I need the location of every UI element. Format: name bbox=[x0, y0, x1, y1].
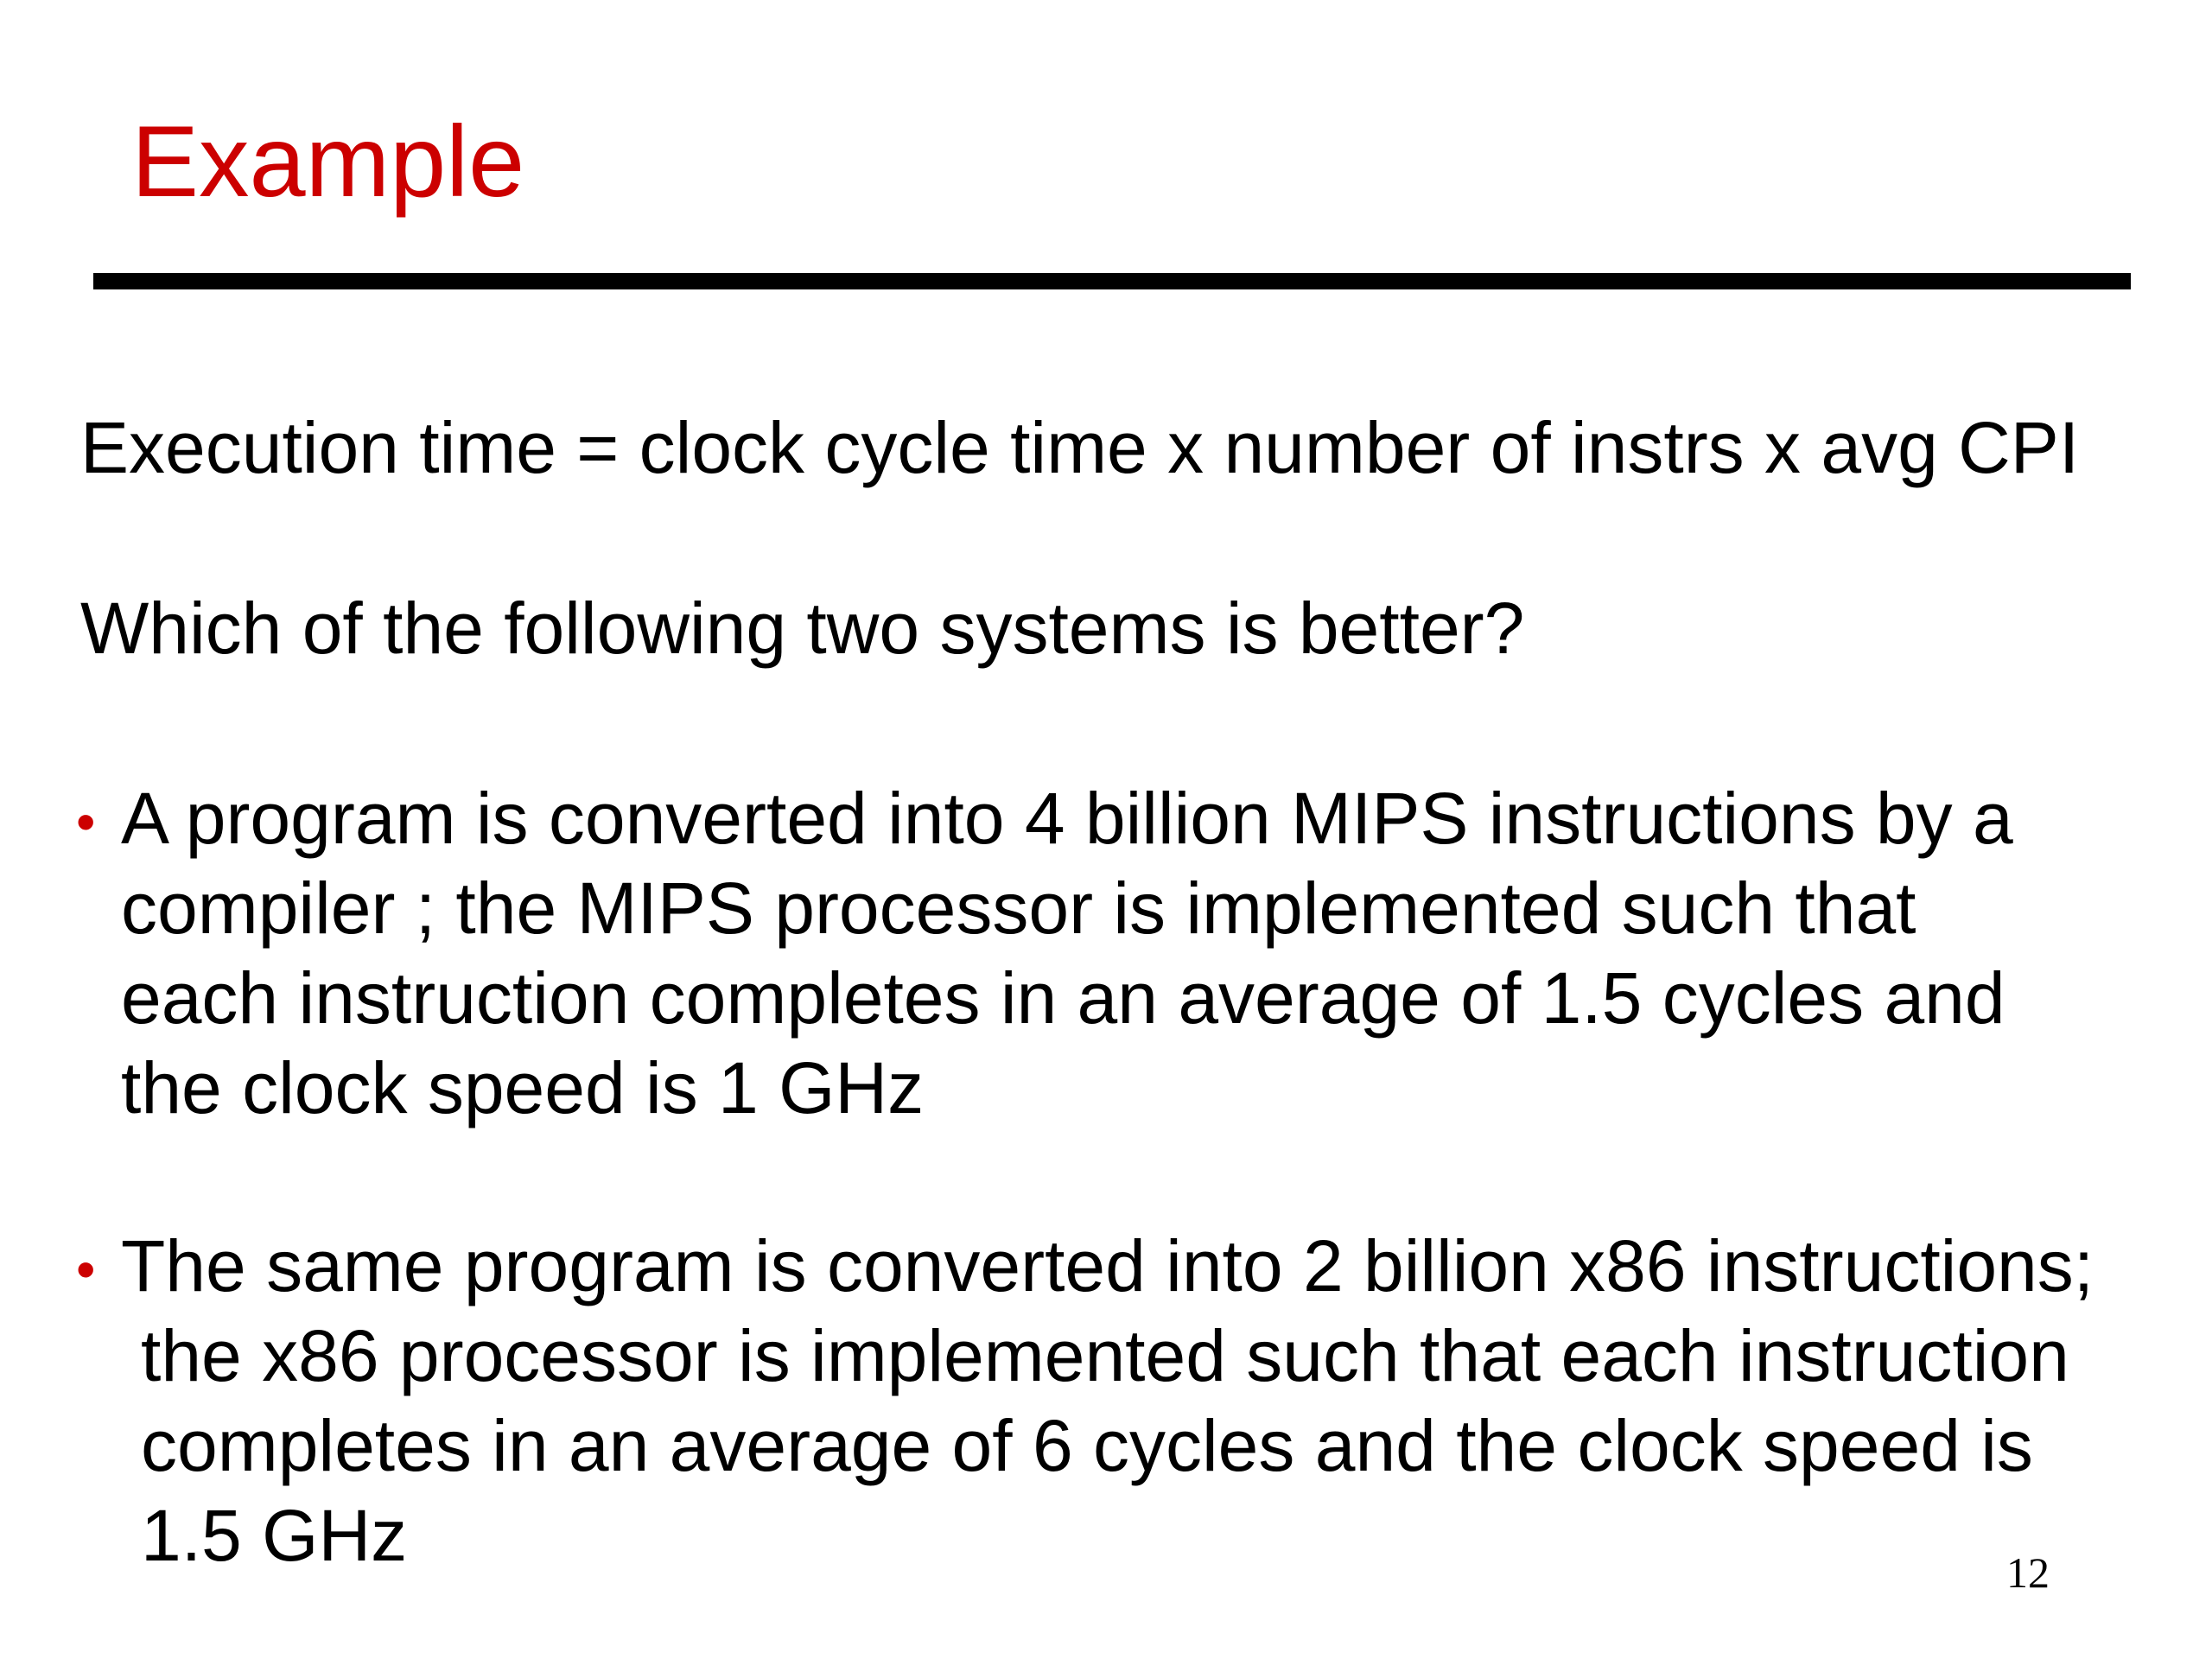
slide-title: Example bbox=[131, 105, 525, 218]
bullet-text bbox=[121, 1221, 2094, 1580]
execution-time-formula: Execution time = clock cycle time x number of instrs x avg CPI bbox=[80, 407, 2080, 488]
bullet-text bbox=[121, 773, 2013, 1133]
bullet-line: A program is converted into 4 billion MIPS instructions by a bbox=[121, 778, 2013, 859]
bullet-line: compiler ; the MIPS processor is implemented such that bbox=[121, 868, 1916, 949]
bullet-line: 1.5 GHz bbox=[141, 1495, 408, 1576]
page-number: 12 bbox=[2006, 1548, 2050, 1597]
bullet-line: completes in an average of 6 cycles and the clock speed is bbox=[141, 1405, 2033, 1486]
bullet-icon: • bbox=[76, 791, 96, 853]
bullet-line: The same program is converted into 2 billion x86 instructions; bbox=[121, 1225, 2094, 1306]
bullet-line: the x86 processor is implemented such that each instruction bbox=[141, 1315, 2069, 1396]
bullet-line: each instruction completes in an average of 1.5 cycles and bbox=[121, 957, 2005, 1039]
question-text: Which of the following two systems is better? bbox=[80, 588, 1525, 669]
title-divider bbox=[93, 273, 2131, 289]
bullet-icon: • bbox=[76, 1238, 96, 1300]
bullet-line: the clock speed is 1 GHz bbox=[121, 1047, 925, 1128]
